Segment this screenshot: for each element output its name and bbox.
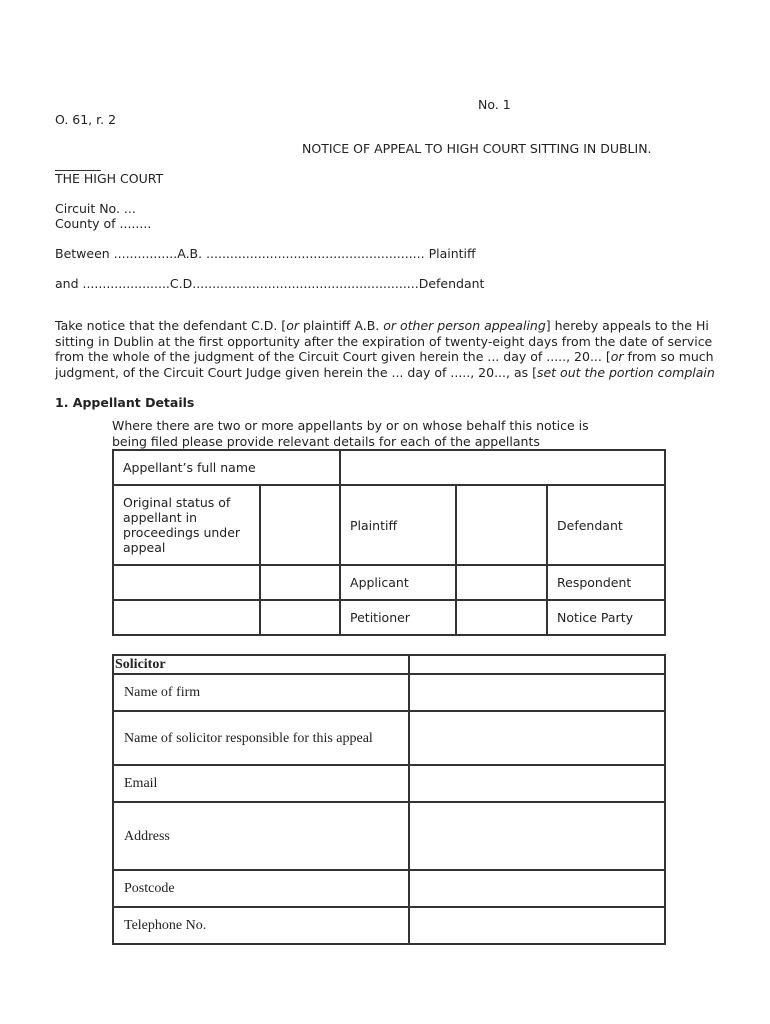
appellant-name-label: Appellant’s full name: [113, 450, 340, 485]
table-row: [113, 765, 665, 802]
option-respondent: Respondent: [547, 565, 665, 600]
solicitor-table: [112, 654, 666, 945]
notice-paragraph: [55, 318, 770, 380]
solicitor-name-field[interactable]: [409, 711, 665, 765]
appellant-table: [112, 449, 666, 636]
email-label: Email: [113, 765, 409, 802]
section-heading: 1. Appellant Details: [55, 395, 195, 410]
court-name: THE HIGH COURT: [55, 171, 164, 186]
empty-cell: [113, 565, 260, 600]
status-label: Original status of appellant in proceedings under appeal: [113, 485, 260, 565]
checkbox-plaintiff[interactable]: [456, 485, 547, 565]
notice-line-4: judgment, of the Circuit Court Judge given herein the ... day of ....., 20..., as [set out the portion complain: [55, 364, 715, 380]
status-field-3[interactable]: [260, 600, 340, 635]
appellant-name-field[interactable]: [340, 450, 665, 485]
postcode-label: Postcode: [113, 870, 409, 907]
table-row: [113, 600, 665, 635]
circuit-number: Circuit No. ...: [55, 201, 136, 216]
postcode-field[interactable]: [409, 870, 665, 907]
checkbox-petitioner[interactable]: [456, 600, 547, 635]
email-field[interactable]: [409, 765, 665, 802]
firm-name-field[interactable]: [409, 674, 665, 711]
empty-cell: [113, 600, 260, 635]
table-row: [113, 870, 665, 907]
intro-line-1: Where there are two or more appellants by or on whose behalf this notice is: [112, 418, 589, 433]
form-number: No. 1: [478, 97, 511, 112]
county-line: County of ........: [55, 216, 152, 231]
telephone-field[interactable]: [409, 907, 665, 944]
table-row: [113, 907, 665, 944]
option-defendant: Defendant: [547, 485, 665, 565]
status-field-1[interactable]: [260, 485, 340, 565]
telephone-label: Telephone No.: [113, 907, 409, 944]
notice-line-2: sitting in Dublin at the first opportunity after the expiration of twenty-eight days from the date of service: [55, 333, 713, 349]
address-field[interactable]: [409, 802, 665, 870]
table-row: [113, 711, 665, 765]
table-row: [113, 485, 665, 565]
checkbox-applicant[interactable]: [456, 565, 547, 600]
intro-line-2: being filed please provide relevant details for each of the appellants: [112, 433, 540, 449]
solicitor-name-label: Name of solicitor responsible for this appeal: [113, 711, 409, 765]
firm-name-label: Name of firm: [113, 674, 409, 711]
notice-line-3: from the whole of the judgment of the Circuit Court given herein the ... day of ....., 20... [or from so much: [55, 349, 714, 364]
parties-between: Between ................A.B. ....................................................... Plaintiff: [55, 246, 476, 261]
option-notice-party: Notice Party: [547, 600, 665, 635]
option-plaintiff: Plaintiff: [340, 485, 456, 565]
parties-and: and ......................C.D.........................................................Defendant: [55, 276, 485, 291]
document-title: NOTICE OF APPEAL TO HIGH COURT SITTING IN DUBLIN.: [302, 141, 652, 156]
status-field-2[interactable]: [260, 565, 340, 600]
section-intro: [112, 418, 589, 449]
option-applicant: Applicant: [340, 565, 456, 600]
solicitor-heading-blank: [409, 655, 665, 674]
table-row: [113, 655, 665, 674]
option-petitioner: Petitioner: [340, 600, 456, 635]
table-row: [113, 450, 665, 485]
solicitor-heading: Solicitor: [113, 655, 409, 674]
address-label: Address: [113, 802, 409, 870]
table-row: [113, 565, 665, 600]
table-row: [113, 674, 665, 711]
order-rule: O. 61, r. 2: [55, 112, 117, 127]
notice-line-1: Take notice that the defendant C.D. [or plaintiff A.B. or other person appealing] hereby appeals to the Hi: [55, 318, 709, 333]
table-row: [113, 802, 665, 870]
